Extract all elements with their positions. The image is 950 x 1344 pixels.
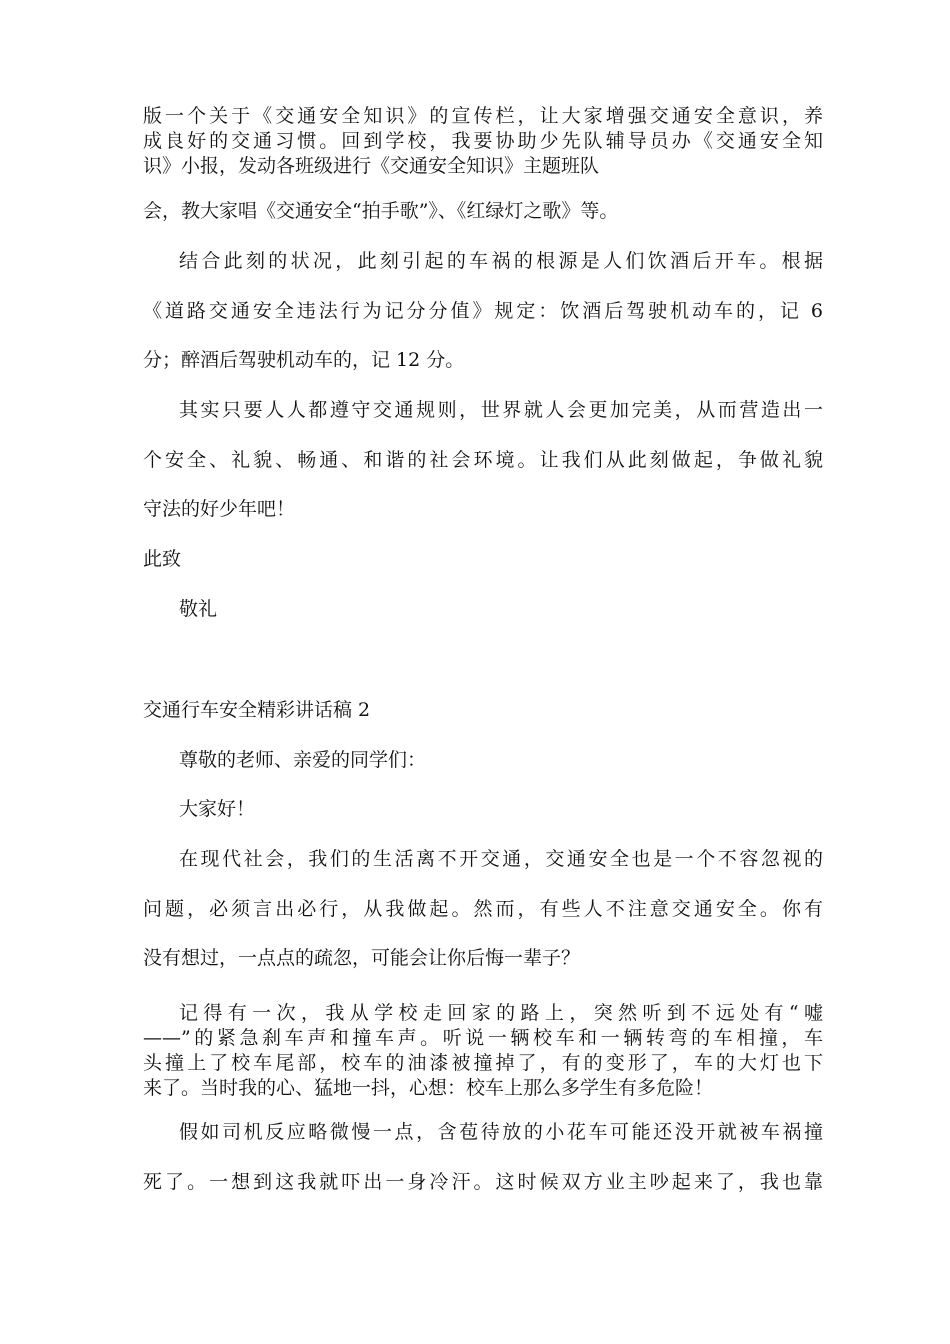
text-line: 个安全、礼貌、畅通、和谐的社会环境。让我们从此刻做起，争做礼貌 (143, 449, 823, 471)
text-line: 成良好的交通习惯。回到学校，我要协助少先队辅导员办《交通安全知 (143, 130, 823, 152)
text-line: 结合此刻的状况，此刻引起的车祸的根源是人们饮酒后开车。根据 (179, 250, 823, 272)
greeting: 尊敬的老师、亲爱的同学们： (179, 749, 427, 771)
text-line: 识》小报，发动各班级进行《交通安全知识》主题班队 (143, 155, 600, 177)
text-line: 《道路交通安全违法行为记分分值》规定：饮酒后驾驶机动车的，记 6 (143, 300, 823, 322)
text-line: 记得有一次，我从学校走回家的路上，突然听到不远处有“嘘 (179, 1002, 823, 1024)
text-line: 死了。一想到这我就吓出一身冷汗。这时候双方业主吵起来了，我也靠 (143, 1171, 823, 1193)
text-line: 在现代社会，我们的生活离不开交通，交通安全也是一个不容忽视的 (179, 848, 823, 870)
text-line: 分；醉酒后驾驶机动车的，记 12 分。 (143, 349, 465, 371)
text-line: 守法的好少年吧！ (143, 498, 296, 520)
text-line: 没有想过，一点点的疏忽，可能会让你后悔一辈子？ (143, 947, 581, 969)
greeting-hello: 大家好！ (179, 798, 256, 820)
text-line: 版一个关于《交通安全知识》的宣传栏，让大家增强交通安全意识，养 (143, 105, 823, 127)
closing-salutation: 此致 (143, 548, 182, 570)
text-line: 头撞上了校车尾部，校车的油漆被撞掉了，有的变形了，车的大灯也下 (143, 1052, 823, 1074)
text-line: ——”的紧急刹车声和撞车声。听说一辆校车和一辆转弯的车相撞，车 (143, 1027, 823, 1049)
section-title: 交通行车安全精彩讲话稿 2 (143, 699, 371, 721)
text-line: 问题，必须言出必行，从我做起。然而，有些人不注意交通安全。你有 (143, 898, 823, 920)
text-line: 来了。当时我的心、猛地一抖，心想：校车上那么多学生有多危险！ (143, 1077, 714, 1099)
closing-regards: 敬礼 (179, 598, 218, 620)
text-line: 其实只要人人都遵守交通规则，世界就人会更加完美，从而营造出一 (179, 399, 823, 421)
text-line: 会，教大家唱《交通安全“拍手歌”》、《红绿灯之歌》等。 (143, 200, 619, 222)
text-line: 假如司机反应略微慢一点，含苞待放的小花车可能还没开就被车祸撞 (179, 1121, 823, 1143)
